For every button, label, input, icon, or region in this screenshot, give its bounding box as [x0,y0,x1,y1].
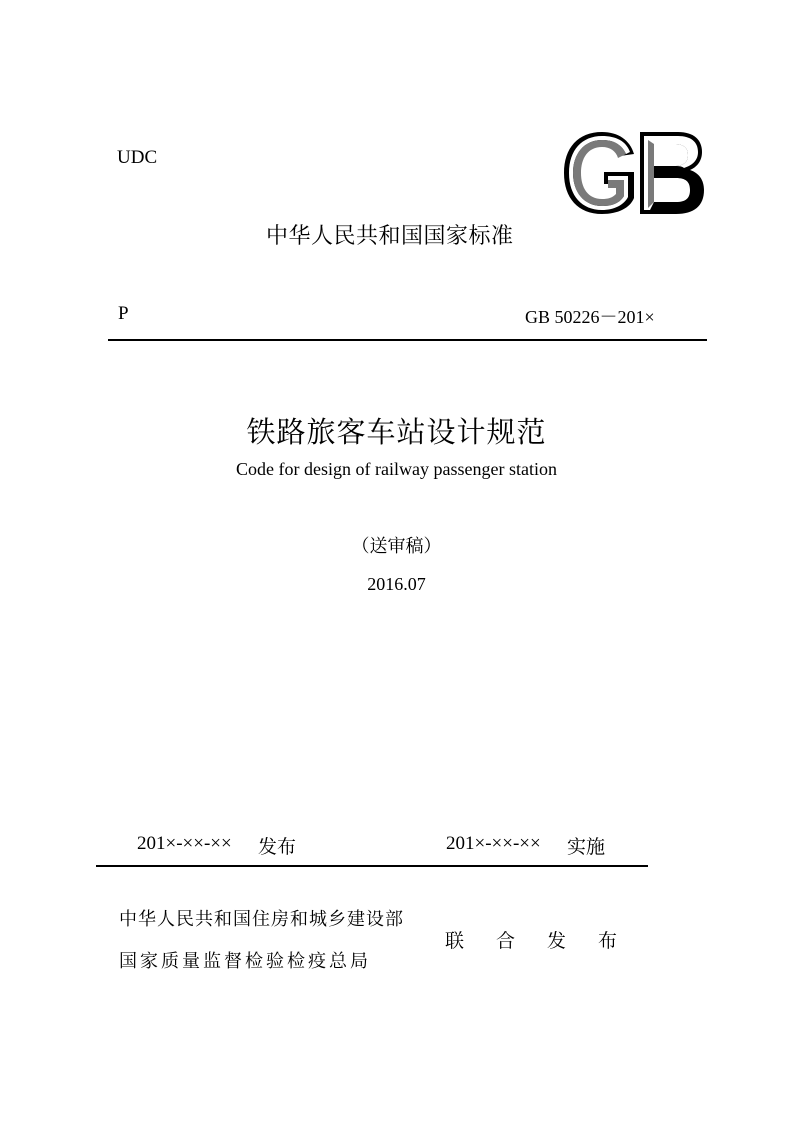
issuer-aqsiq: 国家质量监督检验检疫总局 [119,951,371,972]
draft-note: （送审稿） [351,536,442,556]
top-divider [108,339,707,341]
joint-release-label: 联合发布 [445,930,650,952]
release-label: 发布 [258,836,297,858]
document-title-chinese: 铁路旅客车站设计规范 [246,415,547,449]
issuer-ministry: 中华人民共和国住房和城乡建设部 [119,909,404,930]
standard-number: GB 50226－201× [525,307,655,327]
classification-code: P [118,303,129,324]
udc-label: UDC [117,147,158,168]
document-title-english: Code for design of railway passenger station [236,459,557,479]
implementation-date: 201×-××-×× [446,833,541,854]
gb-logo-icon [560,128,706,218]
document-date: 2016.07 [367,574,426,594]
implementation-label: 实施 [567,836,606,858]
standard-type: 中华人民共和国国家标准 [266,224,514,249]
release-date: 201×-××-×× [137,833,232,854]
bottom-divider [96,865,648,867]
